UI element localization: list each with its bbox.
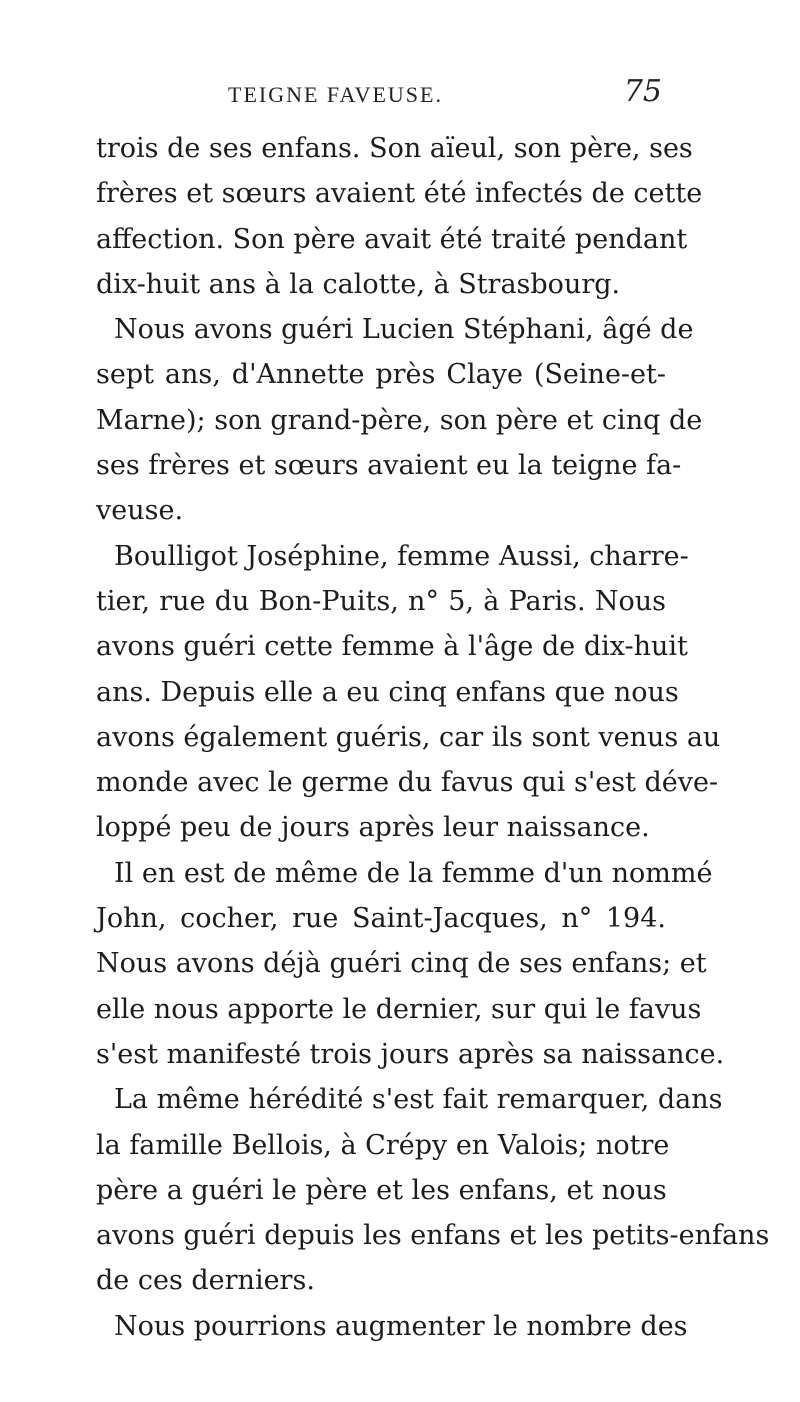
text-line: La même hérédité s'est fait remarquer, dans: [114, 1084, 723, 1116]
text-line: Boulligot Joséphine, femme Aussi, charre-: [114, 540, 689, 572]
text-line: s'est manifesté trois jours après sa naissance.: [96, 1038, 725, 1070]
text-line: père a guéri le père et les enfans, et nous: [96, 1174, 667, 1206]
text-line: Il en est de même de la femme d'un nommé: [114, 857, 713, 889]
text-line: frères et sœurs avaient été infectés de cette: [96, 178, 703, 210]
text-line: sept ans, d'Annette près Claye (Seine-et-: [96, 359, 666, 391]
page-number: 75: [623, 74, 662, 109]
text-line: avons guéri cette femme à l'âge de dix-huit: [96, 631, 688, 663]
page-header: [96, 74, 662, 118]
text-line: Nous avons guéri Lucien Stéphani, âgé de: [114, 314, 694, 346]
text-line: ans. Depuis elle a eu cinq enfans que nous: [96, 676, 679, 708]
text-line: avons également guéris, car ils sont venus au: [96, 721, 721, 753]
body-text: [96, 126, 770, 1349]
text-line: Nous pourrions augmenter le nombre des: [114, 1310, 688, 1342]
text-line: de ces derniers.: [96, 1265, 315, 1297]
text-line: ses frères et sœurs avaient eu la teigne fa-: [96, 450, 682, 482]
text-line: veuse.: [96, 495, 184, 527]
text-line: loppé peu de jours après leur naissance.: [96, 812, 650, 844]
text-line: Nous avons déjà guéri cinq de ses enfans; et: [96, 948, 707, 980]
text-line: Marne); son grand-père, son père et cinq de: [96, 404, 703, 436]
text-line: monde avec le germe du favus qui s'est déve-: [96, 767, 719, 799]
text-line: trois de ses enfans. Son aïeul, son père, ses: [96, 133, 693, 164]
text-line: dix-huit ans à la calotte, à Strasbourg.: [96, 268, 621, 300]
running-title: TEIGNE FAVEUSE.: [228, 82, 443, 107]
text-line: John, cocher, rue Saint-Jacques, n° 194.: [96, 903, 666, 935]
text-line: la famille Bellois, à Crépy en Valois; notre: [96, 1129, 670, 1161]
text-line: avons guéri depuis les enfans et les petits-enfans: [96, 1220, 770, 1252]
text-line: elle nous apporte le dernier, sur qui le favus: [96, 993, 702, 1025]
text-line: affection. Son père avait été traité pendant: [96, 223, 688, 255]
text-line: tier, rue du Bon-Puits, n° 5, à Paris. Nous: [96, 585, 666, 617]
